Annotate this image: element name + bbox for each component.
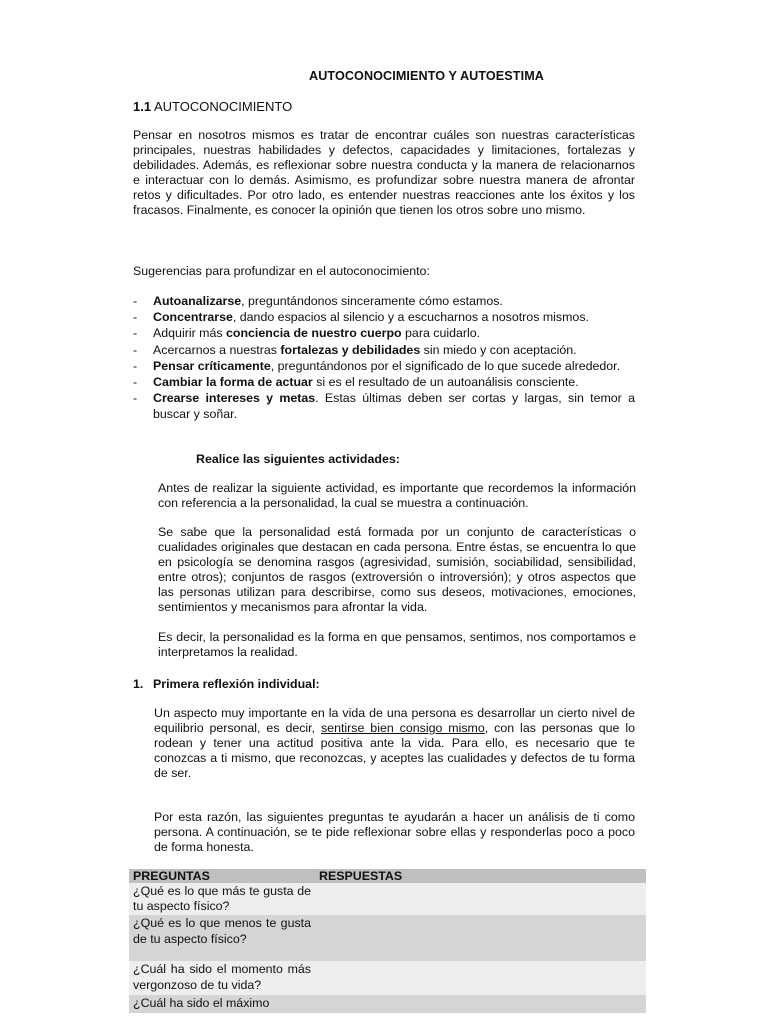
table-header-row (129, 869, 646, 883)
header-respuestas: RESPUESTAS (315, 869, 646, 883)
answer-cell[interactable] (315, 961, 646, 995)
question-cell: ¿Cuál ha sido el momento más vergonzoso de tu vida? (129, 961, 315, 995)
list-item: - Autoanalizarse, preguntándonos sinceramente cómo estamos. (133, 293, 635, 309)
question-cell: ¿Qué es lo que más te gusta de tu aspecto físico? (129, 883, 315, 915)
list-item: - Cambiar la forma de actuar si es el resultado de un autoanálisis consciente. (133, 374, 635, 390)
aspecto-paragraph: Un aspecto muy importante en la vida de una persona es desarrollar un cierto nivel de equilibrio personal, es decir, sentirse bien consigo mismo, con las personas que lo rodean y tener una actitud positiva ante la vida. Para ello, es necesario que te conozcas a ti mismo, que reconozcas, y aceptes las cualidades y defectos de tu forma de ser. (154, 706, 635, 781)
es-decir-paragraph: Es decir, la personalidad es la forma en que pensamos, sentimos, nos comportamos e interpretamos la realidad. (158, 630, 636, 660)
activities-heading: Realice las siguientes actividades: (196, 452, 400, 466)
suggestions-intro: Sugerencias para profundizar en el autoconocimiento: (133, 264, 430, 278)
personality-paragraph: Se sabe que la personalidad está formada por un conjunto de características o cualidades originales que destacan en cada persona. Entre éstas, se encuentra lo que en psicología se denomina rasgos (agresividad, sumisión, sociabilidad, sensibilidad, entre otros); conjuntos de rasgos (extroversión o introversión); y otros aspectos que las personas utilizan para describirse, como sus deseos, motivaciones, emociones, sentimientos y mecanismos para afrontar la vida. (158, 525, 636, 615)
antes-paragraph: Antes de realizar la siguiente actividad, es importante que recordemos la información con referencia a la personalidad, la cual se muestra a continuación. (158, 481, 636, 511)
intro-paragraph: Pensar en nosotros mismos es tratar de encontrar cuáles son nuestras características principales, nuestras habilidades y defectos, capacidades y limitaciones, fortalezas y debilidades. Además, es reflexionar sobre nuestra conducta y la manera de relacionarnos e interactuar con lo demás. Asimismo, es profundizar sobre nuestra manera de afrontar retos y dificultades. Por otro lado, es entender nuestras reacciones ante los éxitos y los fracasos. Finalmente, es conocer la opinión que tienen los otros sobre uno mismo. (133, 128, 635, 218)
razon-paragraph: Por esta razón, las siguientes preguntas te ayudarán a hacer un análisis de ti como persona. A continuación, se te pide reflexionar sobre ellas y responderlas poco a poco de forma honesta. (154, 810, 635, 855)
suggestions-list (133, 293, 635, 423)
document-title: AUTOCONOCIMIENTO Y AUTOESTIMA (309, 69, 544, 83)
section-heading (133, 99, 292, 114)
list-item: - Concentrarse, dando espacios al silencio y a escucharnos a nosotros mismos. (133, 309, 635, 325)
table-row (129, 915, 646, 961)
question-cell: ¿Cuál ha sido el máximo (129, 995, 315, 1012)
list-item: - Adquirir más conciencia de nuestro cuerpo para cuidarlo. (133, 325, 635, 341)
underlined-phrase: sentirse bien consigo mismo (320, 721, 485, 736)
list-item: - Pensar críticamente, preguntándonos por el significado de lo que sucede alrededor. (133, 358, 635, 374)
answer-cell[interactable] (315, 883, 646, 915)
reflection-label: Primera reflexión individual: (153, 677, 320, 691)
list-item: - Crearse intereses y metas. Estas últimas deben ser cortas y largas, sin temor a buscar y soñar. (133, 390, 635, 422)
reflection-number: 1. (133, 677, 144, 691)
reflection-heading (133, 677, 320, 691)
questions-table (129, 869, 646, 1013)
list-item: - Acercarnos a nuestras fortalezas y debilidades sin miedo y con aceptación. (133, 342, 635, 358)
section-number: 1.1 (133, 99, 152, 114)
table-row (129, 995, 646, 1012)
answer-cell[interactable] (315, 915, 646, 961)
answer-cell[interactable] (315, 995, 646, 1012)
question-cell: ¿Qué es lo que menos te gusta de tu aspecto físico? (129, 915, 315, 961)
header-preguntas: PREGUNTAS (129, 869, 315, 883)
table-row (129, 961, 646, 995)
section-label: AUTOCONOCIMIENTO (153, 99, 293, 114)
table-row (129, 883, 646, 915)
